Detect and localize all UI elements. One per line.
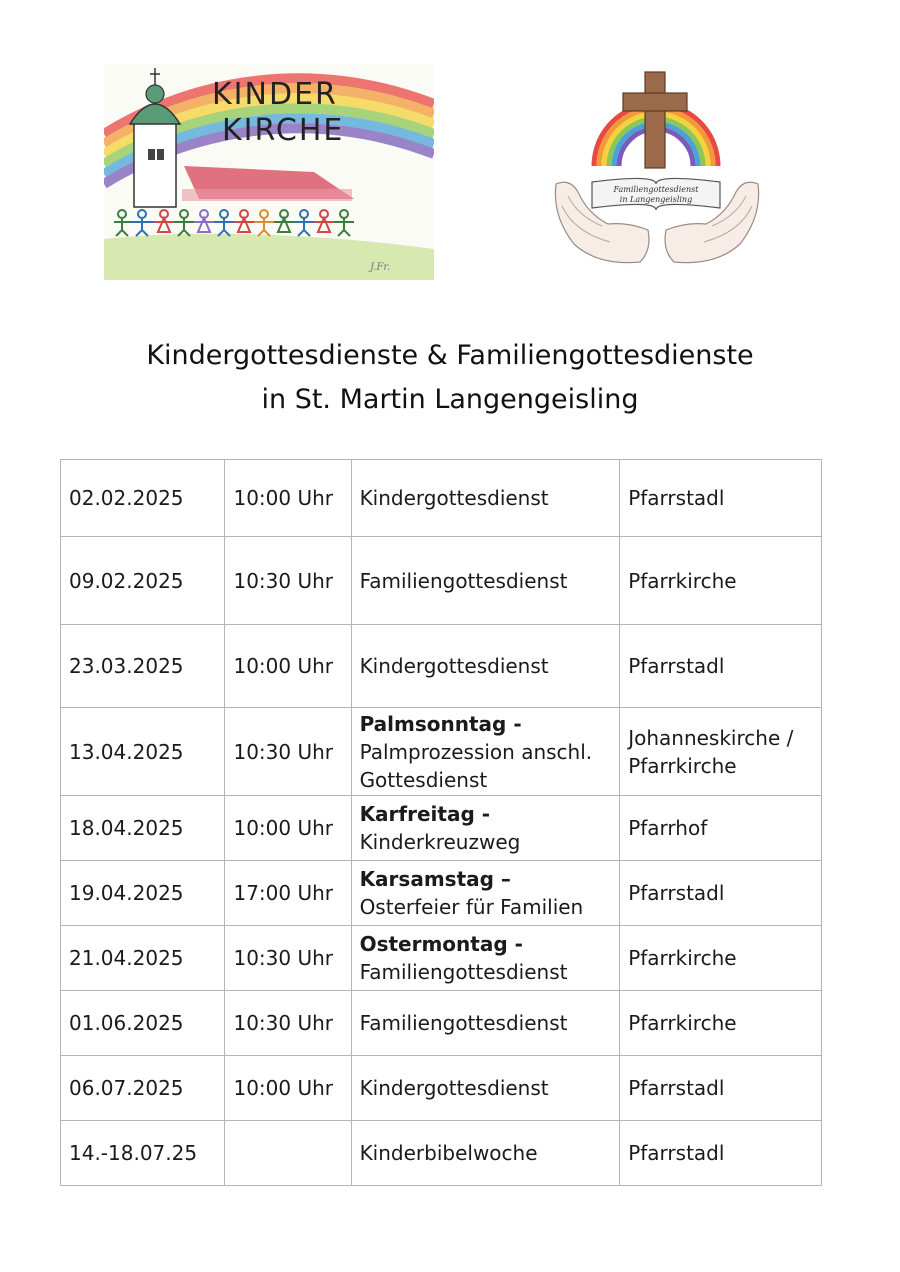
event-title: Ostermontag - (359, 932, 523, 956)
event-cell (351, 991, 620, 1056)
time-cell: 10:00 Uhr (225, 460, 351, 537)
logo-left-text-line2: KIRCHE (222, 113, 345, 148)
event-text: Familiengottesdienst (359, 1011, 568, 1035)
time-cell (225, 1121, 351, 1186)
event-text: Palmprozession anschl. Gottesdienst (359, 739, 593, 792)
place-cell: Pfarrstadl (620, 1121, 822, 1186)
place-cell: Pfarrhof (620, 796, 822, 861)
date-cell: 06.07.2025 (61, 1056, 225, 1121)
table-row (61, 625, 822, 708)
table-row (61, 1056, 822, 1121)
event-cell (351, 796, 620, 861)
event-cell (351, 1121, 620, 1186)
event-title: Palmsonntag - (359, 711, 522, 736)
table-row (61, 460, 822, 537)
table-row (61, 926, 822, 991)
date-cell: 21.04.2025 (61, 926, 225, 991)
place-cell: Pfarrkirche (620, 926, 822, 991)
event-cell (351, 708, 620, 796)
logo-right-text-line1: Familiengottesdienst (613, 185, 699, 194)
date-cell: 13.04.2025 (61, 708, 225, 796)
date-cell: 19.04.2025 (61, 861, 225, 926)
table-row (61, 991, 822, 1056)
event-text: Familiengottesdienst (359, 960, 568, 984)
table-row (61, 796, 822, 861)
time-cell: 10:00 Uhr (225, 796, 351, 861)
place-cell: Pfarrstadl (620, 625, 822, 708)
logo-left-signature: J.Fr. (370, 262, 391, 273)
time-cell: 10:30 Uhr (225, 537, 351, 625)
date-cell: 09.02.2025 (61, 537, 225, 625)
event-cell (351, 861, 620, 926)
date-cell: 18.04.2025 (61, 796, 225, 861)
time-cell: 10:00 Uhr (225, 1056, 351, 1121)
event-cell (351, 537, 620, 625)
time-cell: 10:00 Uhr (225, 625, 351, 708)
event-text: Kindergottesdienst (359, 654, 549, 678)
event-text: Kinderbibelwoche (359, 1141, 538, 1165)
date-cell: 14.-18.07.25 (61, 1121, 225, 1186)
table-row (61, 537, 822, 625)
date-cell: 01.06.2025 (61, 991, 225, 1056)
logo-left-text-line1: KINDER (212, 77, 338, 112)
date-cell: 02.02.2025 (61, 460, 225, 537)
page-title (0, 334, 900, 422)
time-cell: 17:00 Uhr (225, 861, 351, 926)
time-cell: 10:30 Uhr (225, 708, 351, 796)
time-cell: 10:30 Uhr (225, 926, 351, 991)
event-text: Familiengottesdienst (359, 568, 568, 593)
place-cell: Pfarrkirche (620, 991, 822, 1056)
event-cell (351, 460, 620, 537)
event-title: Karsamstag – (359, 867, 511, 891)
event-text: Kinderkreuzweg (359, 830, 521, 854)
place-cell: Pfarrkirche (620, 537, 822, 625)
table-row (61, 708, 822, 796)
title-line-1: Kindergottesdienste & Familiengottesdienste (146, 340, 754, 371)
table-row (61, 861, 822, 926)
event-cell (351, 625, 620, 708)
event-cell (351, 926, 620, 991)
event-title: Karfreitag - (359, 802, 491, 826)
title-line-2: in St. Martin Langengeisling (261, 384, 639, 415)
kinderkirche-logo (104, 64, 434, 280)
event-cell (351, 1056, 620, 1121)
logo-right-text-line2: in Langengeisling (619, 195, 693, 204)
event-text: Kindergottesdienst (359, 486, 549, 510)
table-row (61, 1121, 822, 1186)
place-cell: Johanneskirche / Pfarrkirche (620, 708, 822, 796)
event-text: Osterfeier für Familien (359, 895, 584, 919)
place-cell: Pfarrstadl (620, 861, 822, 926)
date-cell: 23.03.2025 (61, 625, 225, 708)
familiengottesdienst-logo (548, 66, 766, 280)
place-cell: Pfarrstadl (620, 1056, 822, 1121)
place-cell: Pfarrstadl (620, 460, 822, 537)
event-text: Kindergottesdienst (359, 1076, 549, 1100)
schedule-table (60, 459, 822, 1186)
time-cell: 10:30 Uhr (225, 991, 351, 1056)
